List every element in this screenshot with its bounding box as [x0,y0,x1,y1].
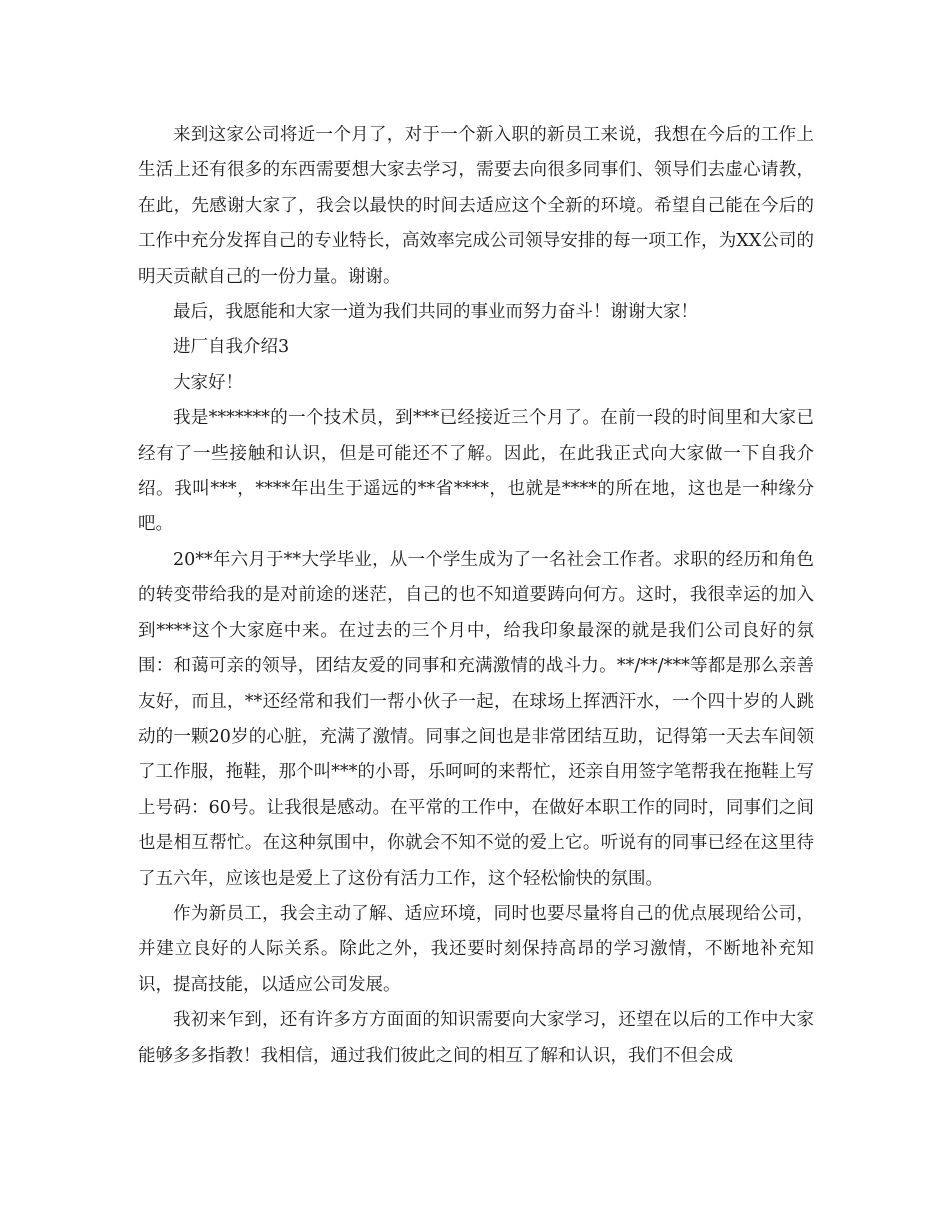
paragraph: 来到这家公司将近一个月了，对于一个新入职的新员工来说，我想在今后的工作上生活上还有很多的东西需要想大家去学习，需要去向很多同事们、领导们去虚心请教，在此，先感谢大家了，我会以最快的时间去适应这个全新的环境。希望自己能在今后的工作中充分发挥自己的专业特长，高效率完成公司领导安排的每一项工作，为XX公司的明天贡献自己的一份力量。谢谢。 [138,125,814,287]
document-body [138,118,814,1074]
paragraph: 20**年六月于**大学毕业，从一个学生成为了一名社会工作者。求职的经历和角色的转变带给我的是对前途的迷茫，自己的也不知道要踌向何方。这时，我很幸运的加入到****这个大家庭中来。在过去的三个月中，给我印象最深的就是我们公司良好的氛围：和蔼可亲的领导，团结友爱的同事和充满激情的战斗力。**/**/***等都是那么亲善友好，而且，**还经常和我们一帮小伙子一起，在球场上挥洒汗水，一个四十岁的人跳动的一颗20岁的心脏，充满了激情。同事之间也是非常团结互助，记得第一天去车间领了工作服，拖鞋，那个叫***的小哥，乐呵呵的来帮忙，还亲自用签字笔帮我在拖鞋上写上号码：60号。让我很是感动。在平常的工作中，在做好本职工作的同时，同事们之间也是相互帮忙。在这种氛围中，你就会不知不觉的爱上它。听说有的同事已经在这里待了五六年，应该也是爱上了这份有活力工作，这个轻松愉快的氛围。 [138,549,814,889]
paragraph: 最后，我愿能和大家一道为我们共同的事业而努力奋斗！谢谢大家！ [173,302,698,323]
section-heading: 进厂自我介绍3 [173,337,290,358]
paragraph: 作为新员工，我会主动了解、适应环境，同时也要尽量将自己的优点展现给公司，并建立良好的人际关系。除此之外，我还要时刻保持高昂的学习激情，不断地补充知识，提高技能，以适应公司发展。 [138,903,814,995]
greeting: 大家好！ [173,372,243,393]
paragraph: 我是*******的一个技术员，到***已经接近三个月了。在前一段的时间里和大家已经有了一些接触和认识，但是可能还不了解。因此，在此我正式向大家做一下自我介绍。我叫***，****年出生于遥远的**省****，也就是****的所在地，这也是一种缘分吧。 [138,408,814,535]
paragraph: 我初来乍到，还有许多方方面面的知识需要向大家学习，还望在以后的工作中大家能够多多指教！我相信，通过我们彼此之间的相互了解和认识，我们不但会成 [138,1010,814,1066]
